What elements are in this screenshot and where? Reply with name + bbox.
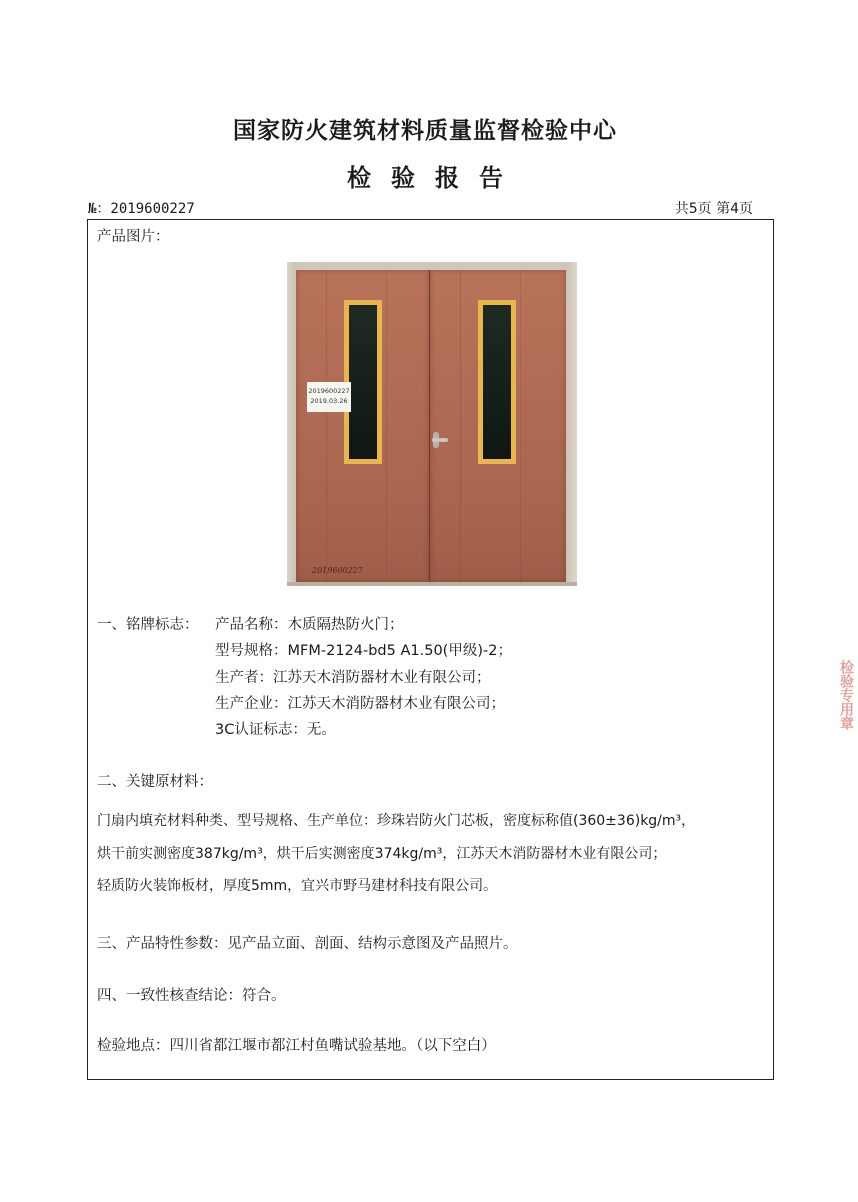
org-title: 国家防火建筑材料质量监督检验中心 xyxy=(233,118,617,144)
conclusion: 四、一致性核查结论：符合。 xyxy=(97,988,286,1004)
characteristics: 三、产品特性参数：见产品立面、剖面、结构示意图及产品照片。 xyxy=(97,936,518,952)
nameplate-product-name: 产品名称：木质隔热防火门； xyxy=(215,617,404,633)
sample-label-date: 2019.03.26 xyxy=(310,397,348,405)
materials-line-2: 烘干前实测密度387kg/m³，烘干后实测密度374kg/m³，江苏天木消防器材木业有限公司； xyxy=(97,846,667,862)
nameplate-producer: 生产者：江苏天木消防器材木业有限公司； xyxy=(215,670,491,686)
materials-line-1: 门扇内填充材料种类、型号规格、生产单位：珍珠岩防火门芯板，密度标称值(360±36)kg/m³， xyxy=(97,813,696,829)
report-number: №：2019600227 xyxy=(88,201,195,217)
page-info: 共5页 第4页 xyxy=(674,201,753,217)
report-title: 检验报告 xyxy=(347,164,523,192)
nameplate-heading: 一、铭牌标志： xyxy=(97,617,199,633)
door-leaf-right xyxy=(429,270,566,582)
sample-label xyxy=(307,382,351,412)
handwritten-number: 2019600227 xyxy=(312,566,363,575)
nameplate-enterprise: 生产企业：江苏天木消防器材木业有限公司； xyxy=(215,696,505,712)
test-location: 检验地点：四川省都江堰市都江村鱼嘴试验基地。（以下空白） xyxy=(97,1038,496,1054)
photo-heading: 产品图片： xyxy=(97,229,170,245)
product-photo xyxy=(287,262,577,586)
materials-heading: 二、关键原材料： xyxy=(97,774,213,790)
vision-window-right xyxy=(478,300,516,464)
door-leaf-left xyxy=(296,270,429,582)
nameplate-3c: 3C认证标志：无。 xyxy=(215,722,336,738)
nameplate-model: 型号规格：MFM-2124-bd5 A1.50(甲级)-2； xyxy=(215,643,512,659)
seal-stamp: 检验专用章 xyxy=(838,660,854,730)
door-handle xyxy=(432,438,448,442)
materials-line-3: 轻质防火装饰板材，厚度5mm，宜兴市野马建材科技有限公司。 xyxy=(97,878,498,894)
sample-label-number: 2019600227 xyxy=(308,387,350,395)
